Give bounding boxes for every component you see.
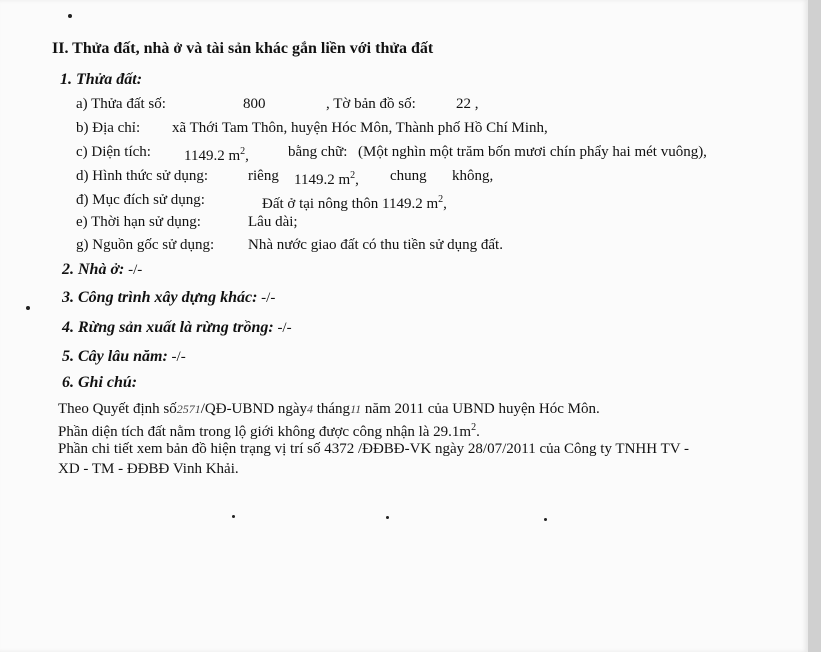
address-row (76, 119, 548, 137)
origin-label: g) Nguồn gốc sử dụng: (76, 237, 215, 253)
notes-heading: 6. Ghi chú: (62, 374, 138, 391)
area-words-label: bằng chữ: (288, 144, 348, 160)
notes-line-2 (58, 419, 480, 441)
address-label: b) Địa chỉ: (76, 120, 141, 136)
notes-line-3: Phần chi tiết xem bản đồ hiện trạng vị trí số 4372 /ĐĐBĐ-VK ngày 28/07/2011 của Công ty TNHH TV - (58, 441, 690, 457)
parcel-row (76, 95, 479, 113)
notes-line2-sup: 2 (471, 422, 477, 433)
notes-line2-end: . (476, 424, 480, 440)
usage-form-private-area-wrap (294, 167, 359, 189)
parcel-label: a) Thửa đất số: (76, 96, 166, 112)
land-heading: 1. Thửa đất: (60, 71, 143, 88)
notes-line1-mid: /QĐ-UBND ngày (200, 401, 307, 417)
purpose-value: Đất ở tại nông thôn 1149.2 m (262, 196, 439, 212)
term-value: Lâu dài; (248, 214, 298, 230)
origin-value: Nhà nước giao đất có thu tiền sử dụng đất. (248, 237, 503, 253)
notes-line1-month-label: tháng (312, 401, 351, 417)
area-value: 1149.2 m (184, 148, 241, 164)
construction-heading: 3. Công trình xây dựng khác: (62, 289, 258, 306)
house-value: -/- (128, 262, 143, 278)
perennial-heading: 5. Cây lâu năm: (62, 348, 168, 365)
notes-line2-text: Phần diện tích đất nằm trong lộ giới không được công nhận là 29.1m (58, 424, 472, 440)
purpose-comma: , (443, 196, 447, 212)
speck-mark (386, 516, 389, 519)
speck-mark (26, 306, 30, 310)
house-row (62, 261, 142, 279)
term-row (76, 213, 298, 231)
perennial-row (62, 348, 186, 366)
purpose-value-wrap (262, 191, 447, 213)
construction-value: -/- (261, 290, 276, 306)
speck-mark (232, 515, 235, 518)
section-title: II. Thửa đất, nhà ở và tài sản khác gắn liền với thửa đất (52, 40, 434, 57)
map-label: , Tờ bản đồ số: (326, 96, 416, 112)
term-label: e) Thời hạn sử dụng: (76, 214, 201, 230)
area-value-wrap (184, 143, 249, 165)
map-number: 22 , (456, 96, 479, 112)
origin-row (76, 236, 503, 254)
scan-edge (808, 0, 821, 652)
usage-form-comma: , (355, 172, 359, 188)
usage-form-shared-value: không, (452, 168, 494, 184)
usage-form-private-area: 1149.2 m (294, 172, 351, 188)
area-comma: , (245, 148, 249, 164)
construction-row (62, 289, 275, 307)
forest-value: -/- (277, 320, 292, 336)
purpose-sup: 2 (438, 194, 444, 205)
usage-form-private: riêng (248, 168, 279, 184)
notes-line-4: XD - TM - ĐĐBĐ Vinh Khải. (58, 461, 239, 477)
area-row (76, 143, 707, 164)
notes-line1-end: năm 2011 của UBND huyện Hóc Môn. (361, 401, 600, 417)
speck-mark (544, 518, 547, 521)
usage-form-sup: 2 (350, 170, 356, 181)
area-label: c) Diện tích: (76, 144, 151, 160)
purpose-label: đ) Mục đích sử dụng: (76, 192, 205, 208)
parcel-number: 800 (243, 96, 266, 112)
usage-form-label: d) Hình thức sử dụng: (76, 168, 209, 184)
address-value: xã Thới Tam Thôn, huyện Hóc Môn, Thành phố Hồ Chí Minh, (172, 120, 548, 136)
decision-number-handwritten: 2571 (176, 402, 201, 416)
house-heading: 2. Nhà ở: (62, 261, 125, 278)
usage-form-shared-label: chung (390, 168, 427, 184)
area-words-value: (Một nghìn một trăm bốn mươi chín phẩy hai mét vuông), (358, 144, 707, 160)
notes-line1-start: Theo Quyết định số (58, 401, 177, 417)
purpose-row (76, 191, 447, 212)
notes-line-1 (58, 400, 600, 418)
decision-day-handwritten: 4 (306, 402, 313, 416)
usage-form-row (76, 167, 494, 188)
area-unit-sup: 2 (240, 146, 246, 157)
perennial-value: -/- (171, 349, 186, 365)
forest-heading: 4. Rừng sản xuất là rừng trồng: (62, 319, 274, 336)
decision-month-handwritten: 11 (350, 402, 362, 416)
forest-row (62, 319, 292, 337)
speck-mark (68, 14, 72, 18)
